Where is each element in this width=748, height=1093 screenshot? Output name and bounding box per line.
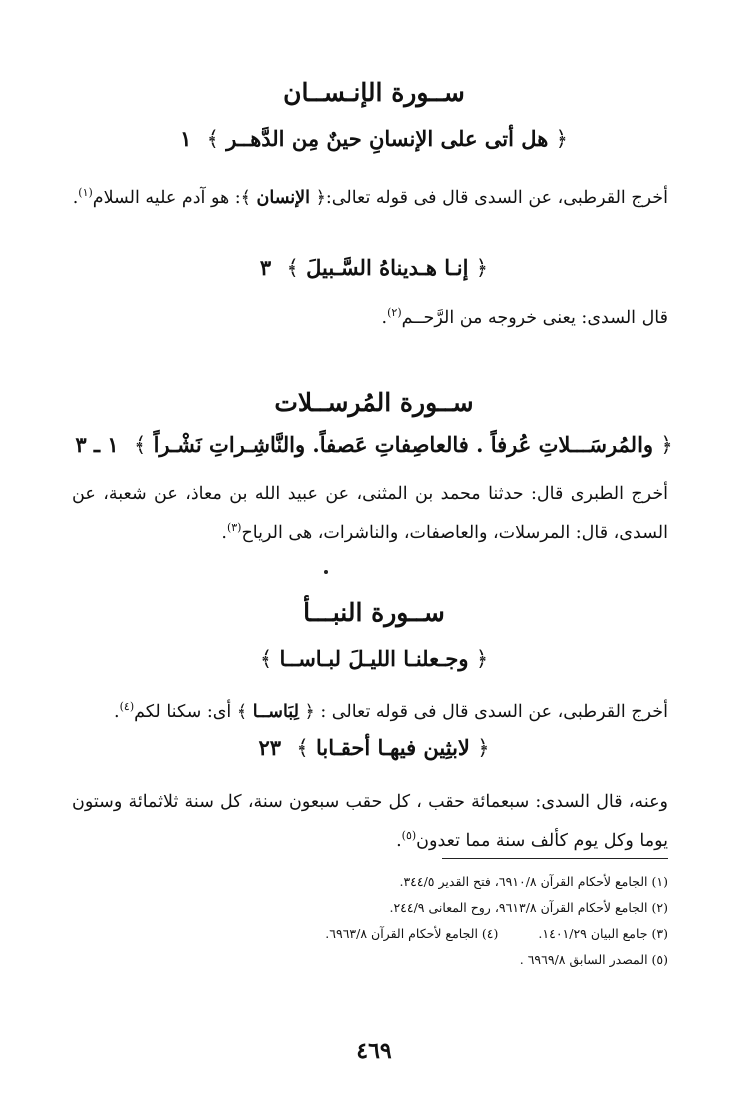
page-number: ٤٦٩ — [356, 1038, 392, 1064]
footnote-3: (٣) جامع البيان ١٤٠١/٢٩. — [538, 926, 668, 941]
period: . — [396, 830, 402, 851]
commentary-text: قال السدى: يعنى خروجه من الرَّحــم — [401, 307, 668, 328]
stray-dot — [324, 570, 328, 574]
verse-close-bracket: ﴾ — [259, 647, 273, 671]
surah-mursalat-commentary — [72, 478, 668, 550]
footnote-ref: (٥) — [401, 829, 417, 842]
footnote-3-4 — [60, 926, 668, 942]
quote-close-bracket: ﴾ — [236, 701, 248, 722]
verse-open-bracket: ﴿ — [660, 433, 673, 457]
verse-open-bracket: ﴿ — [475, 647, 489, 671]
surah-naba-commentary-2 — [72, 786, 668, 858]
period: . — [72, 187, 79, 208]
verse-close-bracket: ﴾ — [206, 127, 219, 151]
surah-mursalat-verses-1-3 — [60, 432, 688, 457]
verse-open-bracket: ﴿ — [477, 736, 490, 760]
quote-open-bracket: ﴿ — [304, 701, 315, 722]
footnote-1: (١) الجامع لأحكام القرآن ٦٩١٠/٨، فتح القدير ٣٤٤/٥. — [399, 874, 668, 889]
verse-text: والمُرسَـــلاتِ عُرفاً . فالعاصِفاتِ عَصفاً. والنَّاشِـراتِ نَشْـراً — [153, 432, 654, 457]
verse-number: ٣ — [259, 255, 272, 280]
footnote-5: (٥) المصدر السابق ٦٩٦٩/٨ . — [519, 952, 668, 967]
verse-close-bracket: ﴾ — [133, 433, 147, 457]
surah-naba-title: ســورة النبـــأ — [303, 598, 445, 627]
quoted-term: الإنسان — [256, 187, 311, 208]
period: . — [381, 307, 388, 328]
footnote-separator — [442, 858, 668, 859]
footnote-2: (٢) الجامع لأحكام القرآن ٩٦١٣/٨، روح المعانى ٢٤٤/٩. — [389, 900, 668, 915]
quote-open-bracket: ﴿ — [315, 187, 326, 208]
footnote-ref: (٤) — [119, 700, 135, 713]
verse-open-bracket: ﴿ — [475, 256, 489, 280]
commentary-text: أخرج القرطبى، عن السدى قال فى قوله تعالى : — [314, 701, 668, 722]
commentary-text: وعنه، قال السدى: سبعمائة حقب ، كل حقب سبعون سنة، كل سنة ثلاثمائة وستون يوما وكل يوم كألف سنة مما تعدون — [72, 792, 668, 851]
period: . — [221, 522, 227, 543]
verse-open-bracket: ﴿ — [555, 127, 568, 151]
commentary-text: أخرج القرطبى، عن السدى قال فى قوله تعالى: — [325, 187, 668, 208]
surah-insan-commentary-1 — [72, 176, 668, 215]
surah-insan-verse-1 — [60, 126, 688, 151]
footnote-ref: (٢) — [387, 306, 402, 319]
quote-close-bracket: ﴾ — [240, 187, 251, 208]
verse-text: وجـعلنـا الليـلَ لبـاســا — [279, 646, 469, 671]
verse-text: هل أتى على الإنسانِ حينٌ مِن الدَّهــر — [226, 126, 549, 151]
surah-mursalat-title: ســورة المُرســلات — [274, 388, 474, 417]
verse-text: إنـا هـديناهُ السَّـبيلَ — [306, 255, 469, 280]
footnote-4: (٤) الجامع لأحكام القرآن ٦٩٦٣/٨. — [325, 926, 499, 941]
verse-close-bracket: ﴾ — [286, 256, 299, 280]
verse-number: ١ ـ ٣ — [75, 432, 119, 457]
period: . — [114, 701, 120, 722]
surah-insan-title: ســورة الإنـســان — [283, 78, 465, 107]
commentary-text: : هو آدم عليه السلام — [92, 187, 241, 208]
commentary-text: أى: سكنا لكم — [134, 701, 237, 722]
surah-naba-verse-23 — [60, 735, 688, 760]
surah-insan-commentary-2 — [72, 296, 668, 335]
verse-close-bracket: ﴾ — [296, 736, 309, 760]
surah-naba-commentary-1 — [72, 690, 668, 729]
surah-insan-verse-3 — [60, 255, 688, 280]
verse-number: ٢٣ — [258, 735, 282, 760]
quoted-term: لِبَاســا — [252, 701, 299, 722]
footnote-ref: (٣) — [226, 521, 242, 534]
footnote-ref: (١) — [78, 186, 93, 199]
surah-naba-verse-10 — [60, 646, 688, 671]
commentary-text: أخرج الطبرى قال: حدثنا محمد بن المثنى، عن عبيد الله بن معاذ، عن شعبة، عن السدى، قال: المرسلات، والعاصفات، والناشرات، هى الرياح — [72, 484, 668, 543]
verse-number: ١ — [180, 126, 192, 151]
verse-text: لابثِين فيهـا أحقـابا — [315, 735, 470, 760]
